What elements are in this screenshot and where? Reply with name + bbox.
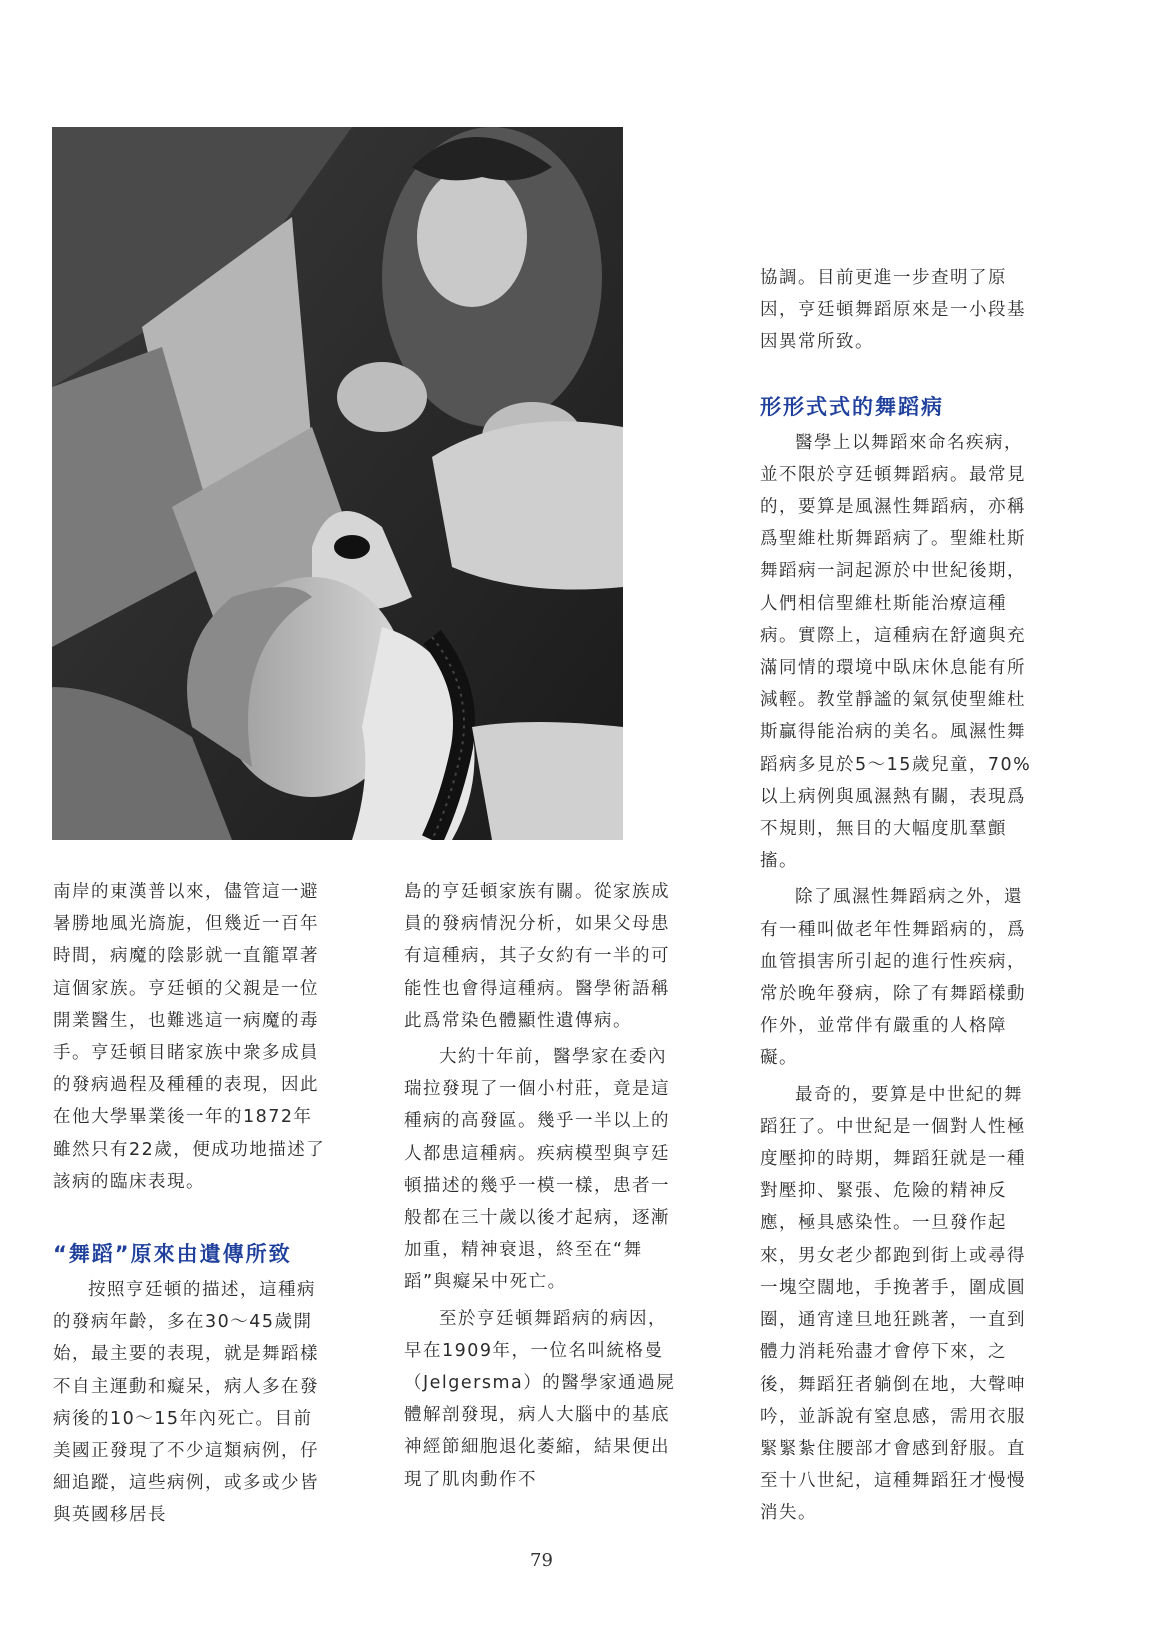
body-paragraph: 按照亨廷頓的描述，這種病的發病年齡，多在30～45歲開始，最主要的表現，就是舞蹈樣不自主運動和癡呆，病人多在發病後的10～15年內死亡。目前美國正發現了不少這類病例，仔細追蹤，這些病例，或多或少皆與英國移居長	[53, 1280, 319, 1526]
section-heading: “舞蹈”原來由遺傳所致	[53, 1242, 292, 1267]
body-paragraph: 協調。目前更進一步查明了原因，亨廷頓舞蹈原來是一小段基因異常所致。	[760, 268, 1026, 353]
body-paragraph: 大約十年前，醫學家在委內瑞拉發現了一個小村莊，竟是這種病的高發區。幾乎一半以上的人都患這種病。疾病模型與亨廷頓描述的幾乎一模一樣，患者一般都在三十歲以後才起病，逐漸加重，精神衰退，終至在“舞蹈”與癡呆中死亡。	[404, 1047, 670, 1293]
body-paragraph: 至於亨廷頓舞蹈病的病因，早在1909年，一位名叫統格曼（Jelgersma）的醫學家通過屍體解剖發現，病人大腦中的基底神經節細胞退化萎縮，結果便出現了肌肉動作不	[404, 1308, 676, 1490]
column-left	[53, 876, 328, 1532]
column-middle	[404, 876, 679, 1496]
body-paragraph: 南岸的東漢普以來，儘管這一避暑勝地風光旖旎，但幾近一百年時間，病魔的陰影就一直籠罩著這個家族。亨廷頓的父親是一位開業醫生，也難逃這一病魔的毒手。亨廷頓目睹家族中衆多成員的發病過程及種種的表現，因此在他大學畢業後一年的1872年雖然只有22歲，便成功地描述了該病的臨床表現。	[53, 882, 326, 1192]
section-heading: 形形式式的舞蹈病	[760, 394, 944, 419]
page-number: 79	[530, 1550, 553, 1571]
photo-icon	[52, 127, 623, 840]
body-paragraph: 除了風濕性舞蹈病之外，還有一種叫做老年性舞蹈病的，爲血管損害所引起的進行性疾病，常於晚年發病，除了有舞蹈樣動作外，並常伴有嚴重的人格障礙。	[760, 887, 1026, 1069]
body-paragraph: 島的亨廷頓家族有關。從家族成員的發病情況分析，如果父母患有這種病，其子女約有一半的可能性也會得這種病。醫學術語稱此爲常染色體顯性遺傳病。	[404, 882, 670, 1031]
column-right	[760, 262, 1039, 1530]
body-paragraph: 最奇的，要算是中世紀的舞蹈狂了。中世紀是一個對人性極度壓抑的時期，舞蹈狂就是一種對壓抑、緊張、危險的精神反應，極具感染性。一旦發作起來，男女老少都跑到街上或尋得一塊空闊地，手挽著手，圍成圓圈，通宵達旦地狂跳著，一直到體力消耗殆盡才會停下來，之後，舞蹈狂者躺倒在地，大聲呻吟，並訴說有窒息感，需用衣服緊緊紮住腰部才會感到舒服。直至十八世紀，這種舞蹈狂才慢慢消失。	[760, 1084, 1026, 1524]
body-paragraph: 醫學上以舞蹈來命名疾病，並不限於亨廷頓舞蹈病。最常見的，要算是風濕性舞蹈病，亦稱爲聖維杜斯舞蹈病了。聖維杜斯舞蹈病一詞起源於中世紀後期，人們相信聖維杜斯能治療這種病。實際上，這種病在舒適與充滿同情的環境中臥床休息能有所減輕。教堂靜謐的氣氛使聖維杜斯贏得能治病的美名。風濕性舞蹈病多見於5～15歲兒童，70%以上病例與風濕熱有關，表現爲不規則，無目的大幅度肌羣顫搐。	[760, 432, 1032, 872]
article-photo	[52, 127, 623, 840]
